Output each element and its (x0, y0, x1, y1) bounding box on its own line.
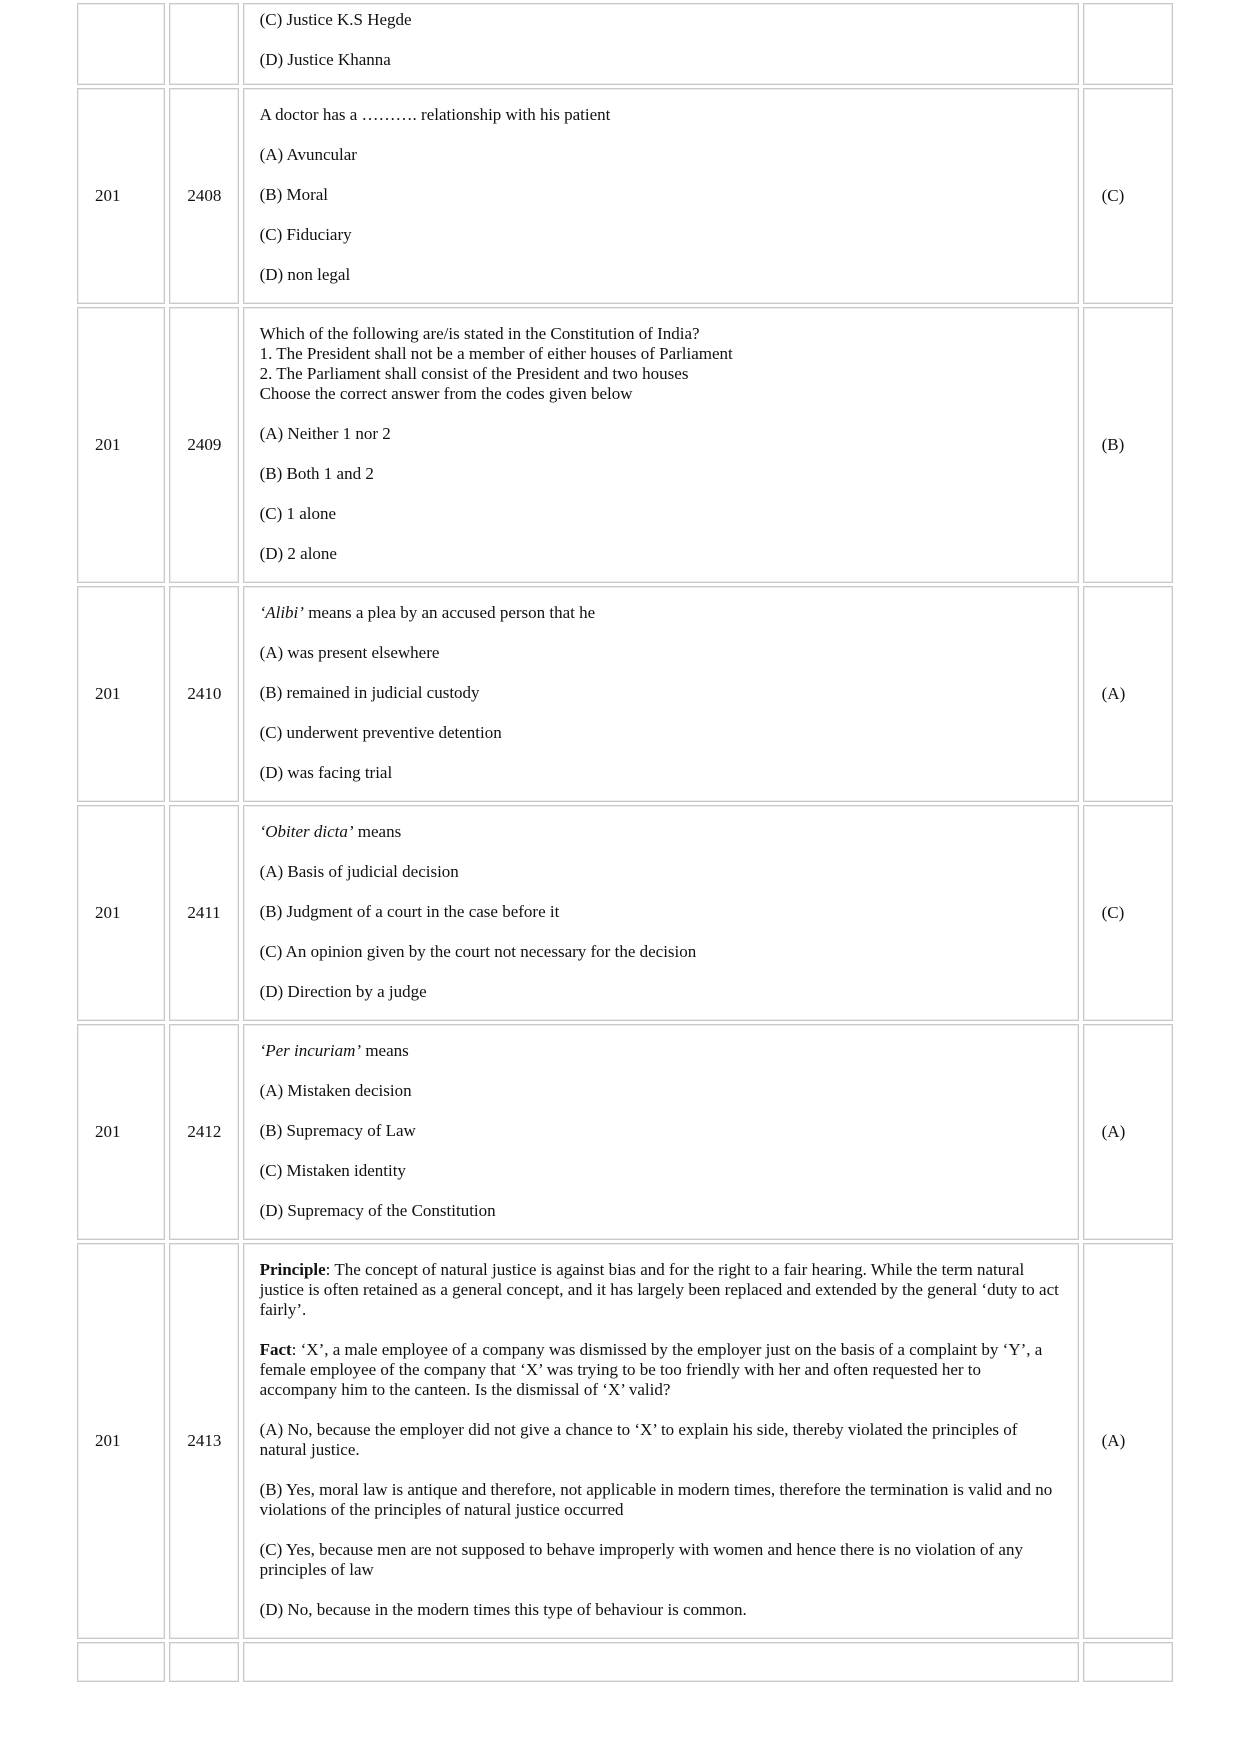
option-c: (C) 1 alone (259, 504, 337, 523)
stem-line: Choose the correct answer from the codes given below (259, 384, 633, 403)
option-c: (C) underwent preventive detention (259, 723, 502, 742)
question-cell (243, 3, 1079, 85)
option-a: (A) Avuncular (259, 145, 357, 164)
table-row (77, 1642, 1173, 1682)
table-row (77, 1024, 1173, 1240)
principle-label: Principle (259, 1260, 326, 1279)
option-a: (A) Basis of judicial decision (259, 862, 459, 881)
subject-code-cell: 201 (77, 307, 165, 583)
option-b: (B) Moral (259, 185, 329, 204)
subject-code-cell: 201 (77, 805, 165, 1021)
option-c: (C) Justice K.S Hegde (259, 10, 412, 29)
answer-cell: (C) (1083, 88, 1173, 304)
question-number-cell (169, 1642, 238, 1682)
option-a: (A) Neither 1 nor 2 (259, 424, 391, 443)
table-row (77, 3, 1173, 85)
option-d: (D) Direction by a judge (259, 982, 427, 1001)
legal-term: ‘Per incuriam’ (259, 1041, 362, 1060)
question-number-cell (169, 3, 238, 85)
option-b: (B) Supremacy of Law (259, 1121, 416, 1140)
table-row (77, 586, 1173, 802)
option-b: (B) Both 1 and 2 (259, 464, 374, 483)
option-a: (A) was present elsewhere (259, 643, 440, 662)
question-number-cell: 2410 (169, 586, 238, 802)
subject-code-cell (77, 1642, 165, 1682)
question-number-cell: 2409 (169, 307, 238, 583)
subject-code-cell: 201 (77, 586, 165, 802)
principle-paragraph: Principle: The concept of natural justice is against bias and for the right to a fair hearing. While the term natural justice is often retained as a general concept, and it has largely been replaced and extended by the general ‘duty to act fairly’. (259, 1260, 1059, 1319)
table-row (77, 1243, 1173, 1639)
question-cell (243, 1024, 1079, 1240)
fact-paragraph: Fact: ‘X’, a male employee of a company was dismissed by the employer just on the basis of a complaint by ‘Y’, a female employee of the company that ‘X’ was trying to be too friendly with her and often requested her to accompany him to the canteen. Is the dismissal of ‘X’ valid? (259, 1340, 1043, 1399)
question-number-cell: 2413 (169, 1243, 238, 1639)
question-stem: ‘Alibi’ means a plea by an accused person that he (259, 603, 596, 622)
stem-line: 1. The President shall not be a member of either houses of Parliament (259, 344, 733, 363)
question-stem: A doctor has a ………. relationship with his patient (259, 105, 611, 124)
stem-line: Which of the following are/is stated in the Constitution of India? (259, 324, 700, 343)
answer-cell: (A) (1083, 1024, 1173, 1240)
table-row (77, 307, 1173, 583)
option-d: (D) Justice Khanna (259, 50, 391, 69)
option-b: (B) Yes, moral law is antique and therefore, not applicable in modern times, therefore the termination is valid and no violations of the principles of natural justice occurred (259, 1480, 1053, 1519)
answer-cell: (A) (1083, 586, 1173, 802)
legal-term: ‘Obiter dicta’ (259, 822, 354, 841)
option-d: (D) non legal (259, 265, 351, 284)
option-d: (D) No, because in the modern times this type of behaviour is common. (259, 1600, 747, 1619)
question-cell (243, 1642, 1079, 1682)
option-d: (D) was facing trial (259, 763, 393, 782)
answer-cell: (A) (1083, 1243, 1173, 1639)
question-stem: ‘Obiter dicta’ means (259, 822, 402, 841)
question-cell (243, 805, 1079, 1021)
option-a: (A) No, because the employer did not give a chance to ‘X’ to explain his side, thereby violated the principles of natural justice. (259, 1420, 1018, 1459)
option-b: (B) remained in judicial custody (259, 683, 480, 702)
question-number-cell: 2408 (169, 88, 238, 304)
option-c: (C) Mistaken identity (259, 1161, 406, 1180)
option-d: (D) Supremacy of the Constitution (259, 1201, 496, 1220)
answer-cell (1083, 3, 1173, 85)
subject-code-cell: 201 (77, 1024, 165, 1240)
legal-term: ‘Alibi’ (259, 603, 304, 622)
option-c: (C) Fiduciary (259, 225, 352, 244)
option-d: (D) 2 alone (259, 544, 337, 563)
table-row (77, 805, 1173, 1021)
question-number-cell: 2412 (169, 1024, 238, 1240)
question-stem: ‘Per incuriam’ means (259, 1041, 409, 1060)
fact-label: Fact (259, 1340, 292, 1359)
question-cell (243, 88, 1079, 304)
option-b: (B) Judgment of a court in the case before it (259, 902, 560, 921)
option-c: (C) Yes, because men are not supposed to behave improperly with women and hence there is no violation of any principles of law (259, 1540, 1023, 1579)
question-number-cell: 2411 (169, 805, 238, 1021)
question-stem (260, 324, 1062, 404)
question-cell (243, 1243, 1079, 1639)
answer-cell: (C) (1083, 805, 1173, 1021)
subject-code-cell: 201 (77, 1243, 165, 1639)
answer-cell: (B) (1083, 307, 1173, 583)
question-table (73, 0, 1177, 1685)
subject-code-cell (77, 3, 165, 85)
subject-code-cell: 201 (77, 88, 165, 304)
question-cell (243, 307, 1079, 583)
table-row (77, 88, 1173, 304)
answer-cell (1083, 1642, 1173, 1682)
option-a: (A) Mistaken decision (259, 1081, 412, 1100)
option-c: (C) An opinion given by the court not necessary for the decision (259, 942, 697, 961)
question-cell (243, 586, 1079, 802)
stem-line: 2. The Parliament shall consist of the President and two houses (259, 364, 689, 383)
